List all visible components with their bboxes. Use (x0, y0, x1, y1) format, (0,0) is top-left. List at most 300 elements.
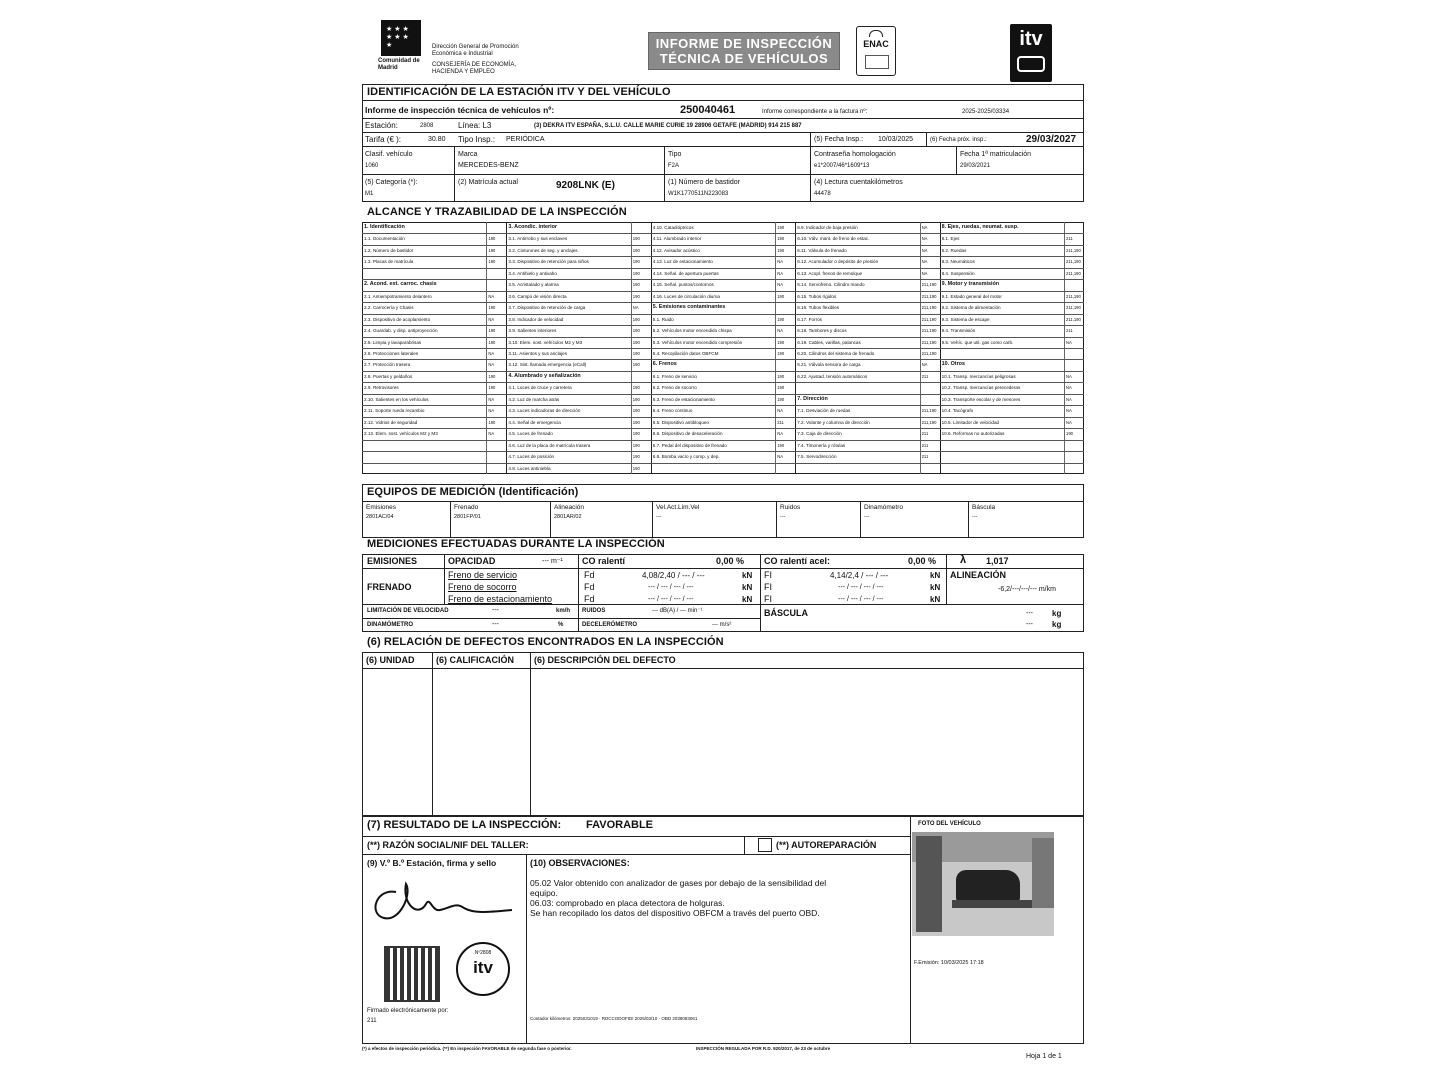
scope-item-value: NA (921, 362, 928, 368)
scope-item-label: 4.4. Señal de emergencia (508, 419, 561, 425)
ministry-line: Dirección General de Promoción (432, 44, 519, 50)
scope-item-label: 2.5. Limpia y lavaparabrisas (364, 339, 422, 345)
scope-item-value: 190 (777, 351, 785, 356)
scope-item-value (1066, 440, 1083, 451)
opacidad-label: OPACIDAD (448, 556, 496, 566)
estac-fd-value: --- / --- / --- / --- (648, 596, 694, 603)
scope-item-label: 6.5. Dispositivo antibloqueo (652, 419, 709, 425)
scope-item-value (922, 382, 939, 393)
scope-item-value (1066, 451, 1083, 462)
equipment-value: --- (972, 514, 978, 520)
scope-item-value: 190 (632, 431, 640, 437)
ministry-line: HACIENDA Y EMPLEO (432, 69, 495, 75)
scope-item-label: 4.3. Luces indicadoras de dirección (508, 408, 581, 414)
scope-item-value: 211 (1066, 328, 1073, 334)
scope-item-label: 4.11. Alumbrado interior (652, 236, 702, 242)
observ-line: 06.03: comprobado en placa detectora de holguras. (530, 898, 725, 908)
alineacion-label: ALINEACIÓN (950, 570, 1006, 580)
enac-logo (856, 26, 896, 76)
scope-group-heading: 7. Dirección (797, 395, 828, 402)
scope-item-label: 4.12. Avisador acústico (652, 247, 700, 253)
scope-item-value: 211,190 (921, 328, 937, 334)
scope-item-value: 211,190 (1066, 293, 1081, 299)
scope-item-label: 6.9. Indicador de baja presión (797, 225, 858, 230)
tarifa-value: 30.80 (428, 136, 446, 143)
scope-item-value: NA (632, 305, 639, 311)
scope-item-value: NA (777, 431, 784, 437)
scope-item-label: 2.1. Antiempotramiento delantero (364, 293, 432, 299)
scope-item-label: 10.5. Limitador de velocidad (941, 419, 1000, 425)
scope-item-value (1066, 463, 1083, 474)
scope-item-value: 190 (488, 247, 496, 253)
scope-item-label: 10.6. Reformas no autorizadas (941, 431, 1005, 437)
scope-item-value: 190 (777, 247, 785, 253)
scope-item-value: 211,190 (1066, 259, 1081, 265)
scope-item-value: NA (777, 259, 784, 265)
categoria-label: (5) Categoría (*): (365, 179, 418, 186)
scope-item-label: 6.11. Válvula de frenado (797, 247, 847, 253)
scope-item-label: 2.3. Dispositivo de acoplamiento (364, 316, 431, 322)
scope-item-label: 6.10. Válv. mant. de freno de estac. (797, 236, 870, 242)
scope-item-label: 6.20. Cilindros del sistema de frenado (797, 351, 875, 356)
scope-item-value: 190 (632, 362, 640, 368)
scope-item-label: 6.22. Ajustad. tensión automáticos (797, 373, 868, 379)
scope-item-label: 10.2. Transp. mercancías perecederas (941, 385, 1021, 391)
scope-item-label: 2.10. Salientes en los vehículos (364, 396, 429, 402)
scope-group-heading: 2. Acond. ext. carroc. chasis (364, 281, 437, 288)
scope-item-value: 211,190 (921, 351, 937, 356)
measurements-section-title: MEDICIONES EFECTUADAS DURANTE LA INSPECCIÓN (367, 538, 665, 550)
scope-item-value: NA (488, 431, 495, 437)
scope-section-title: ALCANCE Y TRAZABILIDAD DE LA INSPECCIÓN (367, 206, 627, 218)
scope-item-value: NA (777, 282, 784, 288)
scope-item-label (653, 463, 773, 474)
equipment-label: Alineación (554, 504, 584, 511)
kmh-unit: km/h (556, 608, 571, 614)
car-shape (956, 870, 1020, 902)
scope-item-value (1066, 359, 1083, 370)
scope-item-value (1066, 348, 1083, 359)
qr-code-image (384, 946, 440, 1002)
scope-item-value (488, 440, 505, 451)
scope-item-label: 6.21. Válvula sensora de carga (797, 362, 861, 368)
tipo-veh-value: F2A (668, 163, 680, 169)
freno-servicio-label: Freno de servicio (448, 570, 518, 580)
scope-item-label: 7.4. Timonería y rótulas (797, 442, 846, 448)
freno-socorro-label: Freno de socorro (448, 582, 517, 592)
servicio-fi-value: 4,14/2,4 / --- / --- (830, 571, 889, 580)
scope-item-value: 190 (488, 373, 496, 379)
scope-item-label: 8.4. Suspensión (941, 270, 975, 276)
scope-item-value: 211,190 (921, 419, 937, 425)
bascula-label: BÁSCULA (764, 608, 808, 618)
invoice-label: Informe correspondiente a la factura nº: (762, 109, 868, 115)
scope-item-value: 190 (632, 339, 640, 345)
scope-item-label (797, 463, 917, 474)
scope-item-value (488, 222, 505, 233)
kn-unit: kN (742, 583, 753, 592)
scope-item-label (364, 268, 484, 279)
enac-label: ENAC (863, 39, 889, 49)
scope-group-heading: 8. Ejes, ruedas, neumat. susp. (941, 224, 1019, 230)
scope-group-heading: 10. Otros (941, 361, 965, 368)
scope-group-heading: 1. Identificación (364, 224, 405, 230)
scope-item-value (1066, 279, 1083, 290)
seal-itv-label: itv (473, 958, 493, 977)
scope-item-value: 190 (488, 236, 496, 242)
scope-item-value: 211 (777, 419, 784, 425)
station-section-title: IDENTIFICACIÓN DE LA ESTACIÓN ITV Y DEL VEHÍCULO (367, 86, 671, 98)
firmado-label: Firmado electrónicamente por: (367, 1008, 449, 1014)
scope-item-label: 6.7. Pedal del dispositivo de frenado (652, 442, 727, 448)
scope-item-label: 4.16. Luces de circulación diurna (652, 293, 720, 299)
estac-fi-value: --- / --- / --- / --- (838, 596, 884, 603)
scope-group-heading: 4. Alumbrado y señalización (508, 372, 581, 379)
scope-item-value: NA (777, 408, 784, 414)
scope-item-value (1066, 222, 1083, 233)
fi-label: FI (764, 594, 772, 604)
scope-item-value: 211 (921, 373, 929, 379)
scope-item-label (364, 463, 484, 474)
scope-item-value: 190 (632, 293, 640, 299)
scope-item-value: 190 (488, 385, 496, 391)
homolog-value: e1*2007/46*1609*13 (814, 163, 870, 169)
col-descripcion: (6) DESCRIPCIÓN DEL DEFECTO (534, 655, 676, 665)
equipment-label: Ruidos (780, 504, 801, 511)
scope-item-label: 9.5. Vehíc. que util. gas como carb. (941, 339, 1014, 345)
socorro-fd-value: --- / --- / --- / --- (648, 584, 694, 591)
company-line: (3) DEKRA ITV ESPAÑA, S.L.U. CALLE MARIE CURIE 19 28906 GETAFE (MADRID) 914 215 887 (534, 123, 802, 129)
scope-item-label: 1.3. Placas de matrícula (364, 259, 414, 265)
car-icon (1017, 56, 1045, 72)
scope-group-heading: 3. Acondic. interior (508, 224, 558, 230)
fd-label: Fd (584, 582, 595, 592)
defects-table (362, 652, 1084, 816)
equipment-divider (860, 501, 861, 538)
autoreparacion-label: (**) AUTOREPARACIÓN (776, 840, 877, 850)
kn-unit: kN (742, 571, 753, 580)
report-no-label: Informe de inspección técnica de vehículos nº: (365, 105, 555, 115)
scope-item-value: 190 (777, 385, 785, 391)
scope-item-value: 190 (632, 465, 640, 471)
co-acel-label: CO ralentí acel: (764, 556, 831, 566)
scope-item-label: 3.1. Antirrobo y sus enclaves (508, 236, 568, 242)
equipment-value: --- (656, 514, 662, 520)
scope-item-value: 211,190 (1066, 270, 1081, 276)
co-ralenti-label: CO ralentí (582, 556, 626, 566)
scope-item-label: 2.4. Guardab. y disp. antiproyección (364, 328, 438, 334)
scope-item-value (633, 371, 650, 382)
vehicle-photo (912, 832, 1054, 936)
scope-item-value: 190 (632, 259, 640, 265)
scope-item-value: NA (1066, 419, 1072, 425)
km-value: 44478 (814, 191, 831, 197)
scope-item-label: 6.17. Forros (797, 316, 822, 322)
matricula-value: 9208LNK (E) (556, 180, 615, 191)
observ-line: equipo. (530, 888, 558, 898)
marca-label: Marca (458, 151, 478, 158)
socorro-fi-value: --- / --- / --- / --- (838, 584, 884, 591)
lambda-label: λ (960, 554, 967, 566)
scope-item-value: NA (777, 270, 784, 276)
scope-item-value: NA (1066, 408, 1072, 414)
scope-item-label (797, 382, 917, 393)
scope-item-label: 2.7. Protección trasera (364, 362, 411, 368)
scope-item-label: 6.15. Tubos rígidos (797, 293, 837, 299)
emission-date: F.Emisión: 10/03/2025 17:18 (914, 960, 984, 966)
equipment-label: Báscula (972, 504, 996, 511)
scope-item-label: 6.19. Cables, varillas, palancas (797, 339, 861, 345)
inspection-report-document (362, 18, 1084, 1064)
observ-line: Se han recopilado los datos del dispositivo OBFCM a través del puerto OBD. (530, 908, 820, 918)
scope-item-value: 190 (632, 270, 640, 276)
scope-item-value: 190 (632, 442, 640, 448)
scope-group-heading: 5. Emisiones contaminantes (652, 304, 726, 311)
footer-codes: Contador kilómetros: 2025031019 · RDCCODOFIDI 2025/03/10 · OBD 2038083061 (530, 1016, 698, 1021)
scope-item-label: 8.3. Neumáticos (941, 259, 975, 265)
fecha-insp-value: 10/03/2025 (878, 136, 914, 143)
scope-item-value: NA (1066, 373, 1072, 379)
co-ralenti-value: 0,00 % (716, 556, 745, 566)
fecha-insp-label: (5) Fecha Insp.: (814, 136, 864, 143)
scope-item-value: 211 (921, 442, 929, 448)
enac-circle-icon (869, 30, 883, 37)
scope-item-label (364, 440, 484, 451)
scope-item-label: 5.3. Vehículos motor encendido compresión (652, 339, 743, 345)
scope-item-label: 7.1. Desviación de ruedas (797, 408, 851, 414)
scope-item-label: 3.11. Asientos y sus anclajes (508, 351, 568, 356)
fecha-prox-value: 29/03/2027 (1026, 134, 1077, 145)
co-acel-value: 0,00 % (908, 556, 937, 566)
scope-item-value: 190 (632, 408, 640, 414)
scope-item-label: 4.2. Luz de marcha atrás (508, 396, 560, 402)
scope-item-value: 190 (488, 305, 496, 311)
equipment-cells (362, 501, 1084, 538)
scope-item-label: 10.1. Transp. mercancías peligrosas (941, 373, 1016, 379)
scope-item-value: NA (1066, 385, 1072, 391)
fd-label: Fd (584, 594, 595, 604)
autoreparacion-checkbox[interactable] (758, 838, 772, 852)
dinamometro-value: --- (492, 621, 499, 628)
scope-item-label: 3.10. Elem. sost. vehículos M2 y M3 (508, 339, 583, 345)
enac-sublabel (865, 55, 889, 69)
tarifa-label: Tarifa (€ ): (365, 135, 402, 144)
scope-item-value: 211,190 (921, 408, 937, 414)
scope-item-value: 190 (488, 419, 496, 425)
emisiones-label: EMISIONES (367, 556, 418, 566)
scope-item-label: 2.6. Protecciones laterales (364, 351, 419, 356)
pct-unit: % (558, 622, 564, 628)
clasif-label: Clasif. vehículo (365, 151, 413, 158)
scope-item-label: 6.14. Servofreno. Cilindro mando (797, 282, 865, 288)
fecha-matric-value: 29/03/2021 (960, 163, 991, 169)
report-no-value: 250040461 (680, 104, 736, 116)
scope-item-label: 2.13. Elem. sost. vehículos M2 y M3 (364, 431, 438, 437)
scope-item-value: NA (488, 316, 495, 322)
scope-item-value: NA (1066, 339, 1072, 345)
scope-item-value: NA (488, 351, 495, 356)
observ-label: (10) OBSERVACIONES: (530, 858, 630, 868)
bastidor-value: W1K1770511N223083 (668, 191, 729, 197)
scope-item-value (488, 279, 505, 290)
scope-item-label: 10.3. Transporte escolar y de menores (941, 396, 1021, 402)
scope-item-value: 190 (777, 339, 785, 345)
scope-item-value: NA (777, 454, 784, 460)
scope-item-label: 3.3. Dispositivo de retención para niños (508, 259, 589, 265)
scope-item-value: 190 (488, 328, 496, 334)
scope-item-value: 211 (1066, 236, 1073, 242)
scope-item-value (922, 394, 939, 405)
linea-label: Línea: L3 (458, 121, 492, 130)
tipo-insp-value: PERIÓDICA (506, 136, 545, 143)
scope-item-label: 9.4. Transmisión (941, 328, 976, 334)
scope-item-label: 5.1. Ruido (652, 316, 674, 322)
equipment-label: Frenado (454, 504, 479, 511)
bascula-value: --- (1026, 621, 1033, 628)
scope-item-label: 4.8. Luces antiniebla (508, 465, 551, 471)
scope-item-value: NA (777, 328, 784, 334)
scope-item-label (942, 463, 1062, 474)
scope-item-value: 190 (632, 454, 640, 460)
scope-item-label: 7.3. Caja de dirección (797, 431, 842, 437)
scope-item-label: 5.2. Vehículos motor encendido chispa (652, 328, 732, 334)
equipment-label: Vel.Act.Lim.Vel (656, 504, 700, 511)
report-title-line2: TÉCNICA DE VEHÍCULOS (659, 51, 829, 66)
scope-item-label: 2.9. Retrovisores (364, 385, 399, 391)
matricula-label: (2) Matrícula actual (458, 179, 518, 186)
scope-item-value: NA (1066, 396, 1072, 402)
clasif-value: 1060 (365, 163, 379, 169)
dinamometro-label: DINAMÓMETRO (367, 622, 413, 628)
scope-item-value: 190 (777, 316, 785, 322)
scope-item-label: 7.2. Volante y columna de dirección (797, 419, 870, 425)
scope-item-value: 211,190 (921, 316, 937, 322)
scope-item-value: NA (921, 259, 928, 265)
scope-item-value (633, 222, 650, 233)
kg-unit: kg (1052, 609, 1062, 618)
fi-label: FI (764, 582, 772, 592)
bastidor-label: (1) Número de bastidor (668, 179, 740, 186)
scope-item-label: 8.1. Ejes (941, 236, 960, 242)
col-unidad: (6) UNIDAD (366, 655, 415, 665)
scope-table-cells (362, 222, 1084, 474)
scope-item-value: 190 (777, 442, 785, 448)
scope-item-label: 3.7. Dispositivo de retención de carga (508, 305, 586, 311)
equipment-divider (776, 501, 777, 538)
opacidad-value: --- m⁻¹ (542, 558, 563, 565)
lambda-value: 1,017 (986, 556, 1009, 566)
scope-item-value: 190 (632, 328, 640, 334)
scope-item-value: 190 (777, 293, 785, 299)
scope-item-value: NA (488, 293, 495, 299)
fecha-matric-label: Fecha 1ª matriculación (960, 151, 1032, 158)
scope-item-label: 6.18. Tambores y discos (797, 328, 847, 334)
equipment-value: --- (780, 514, 786, 520)
scope-item-label: 9.3. Sistema de escape (941, 316, 990, 322)
report-title-banner (648, 32, 840, 70)
vb-label: (9) V.º B.º Estación, firma y sello (367, 858, 497, 868)
scope-item-label: 9.1. Estado general del motor (941, 293, 1002, 299)
scope-item-label: 7.5. Servodirección (797, 454, 837, 460)
estacion-label: Estación: (365, 121, 398, 130)
scope-item-label: 6.8. Bomba vacío y comp. y dep. (652, 454, 720, 460)
scope-item-label: 2.11. Soporte rueda recambio (364, 408, 425, 414)
scope-item-label: 4.5. Luces de frenado (508, 431, 553, 437)
invoice-no: 2025-2025/03334 (962, 109, 1010, 115)
scope-item-label: 4.14. Señal. de apertura puertas (652, 270, 719, 276)
scope-item-value: 190 (632, 351, 640, 356)
estacion-value: 2808 (420, 123, 434, 129)
equipment-value: 2801AC/04 (366, 514, 394, 520)
itv-label: itv (1019, 28, 1043, 50)
foto-label: FOTO DEL VEHÍCULO (918, 821, 981, 827)
scope-item-value: 190 (777, 236, 785, 242)
scope-item-value: 190 (488, 259, 496, 265)
scope-item-label (942, 348, 1062, 359)
homolog-label: Contraseña homologación (814, 151, 896, 158)
scope-item-label: 6.4. Freno continuo (652, 408, 693, 414)
scope-item-label: 6.12. Acumulador o depósito de presión (797, 259, 879, 265)
ruidos-label: RUIDOS (582, 608, 606, 614)
ministry-line: CONSEJERÍA DE ECONOMÍA, (432, 62, 517, 68)
kn-unit: kN (742, 595, 753, 604)
kn-unit: kN (930, 595, 941, 604)
scope-item-label: 4.1. Luces de cruce y carretera (508, 385, 572, 391)
kn-unit: kN (930, 583, 941, 592)
scope-item-label: 2.12. Vidrios de seguridad (364, 419, 418, 425)
scope-item-label: 6.3. Freno de estacionamiento (652, 396, 715, 402)
page-number: Hoja 1 de 1 (1026, 1053, 1062, 1060)
alineacion-value: -6,2/---/---/--- m/km (998, 586, 1056, 593)
col-calificacion: (6) CALIFICACIÓN (436, 655, 514, 665)
result-label: (7) RESULTADO DE LA INSPECCIÓN: (367, 819, 562, 831)
tipo-insp-label: Tipo Insp.: (458, 135, 496, 144)
scope-item-value: 190 (632, 236, 640, 242)
freno-estac-label: Freno de estacionamiento (448, 594, 553, 604)
scope-item-label: 10.4. Tacógrafo (941, 408, 974, 414)
scope-item-label: 4.6. Luz de la placa de matrícula trasera (508, 442, 591, 448)
fi-label: FI (764, 570, 772, 580)
ministry-line: Económica e Industrial (432, 51, 493, 57)
scope-item-value (488, 268, 505, 279)
scope-item-label: 6.2. Freno de socorro (652, 385, 697, 391)
marca-value: MERCEDES-BENZ (458, 162, 519, 169)
fecha-prox-label: (6) Fecha próx. insp.: (930, 137, 987, 143)
scope-item-value: 211,190 (921, 339, 937, 345)
scope-item-value: 211,190 (1066, 305, 1081, 311)
scope-item-value: 190 (632, 316, 640, 322)
itv-seal-image (456, 942, 510, 996)
scope-item-value (777, 359, 794, 370)
scope-item-label: 8.2. Ruedas (941, 247, 967, 253)
scope-item-value: 190 (632, 396, 640, 402)
kg-unit: kg (1052, 620, 1062, 629)
scope-item-value: 211,190 (1066, 316, 1081, 322)
scope-item-value: NA (921, 270, 928, 276)
scope-item-label: 3.8. Indicador de velocidad (508, 316, 564, 322)
scope-item-label: 2.8. Puertas y peldaños (364, 373, 413, 379)
scope-item-value (488, 451, 505, 462)
scope-item-label: 4.7. Luces de posición (508, 454, 555, 460)
scope-item-label: 9.2. Sistema de alimentación (941, 305, 1001, 311)
scope-item-label: 3.2. Cinturones de seg. y anclajes (508, 247, 578, 253)
scope-item-label: 2.2. Carrocería y Chasis (364, 305, 414, 311)
observ-line: 05.02 Valor obtenido con analizador de gases por debajo de la sensibilidad del (530, 878, 827, 888)
scope-item-value: 211 (921, 454, 929, 460)
scope-item-value: NA (488, 396, 495, 402)
defects-section-title: (6) RELACIÓN DE DEFECTOS ENCONTRADOS EN LA INSPECCIÓN (367, 636, 724, 648)
kn-unit: kN (930, 571, 941, 580)
